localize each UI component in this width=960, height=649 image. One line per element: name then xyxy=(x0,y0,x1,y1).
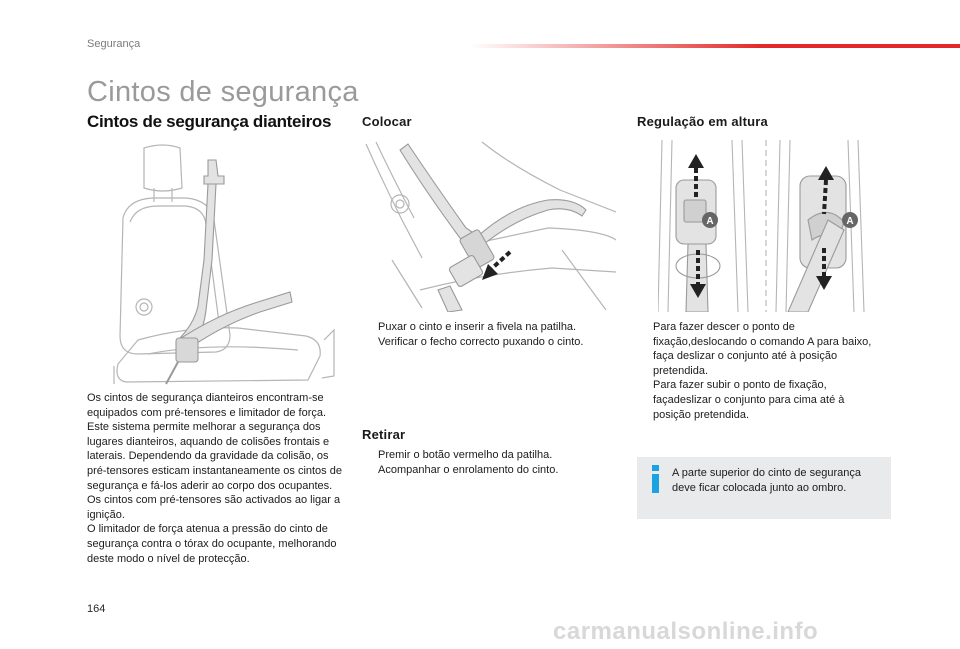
info-icon xyxy=(648,465,662,493)
buckle-illustration-svg xyxy=(362,140,616,312)
list-item: Verificar o fecho correcto puxando o cinto. xyxy=(378,335,584,348)
list-item: Acompanhar o enrolamento do cinto. xyxy=(378,463,559,476)
info-box xyxy=(637,457,891,519)
control-a-label: A xyxy=(846,216,854,227)
front-belts-paragraph: Os cintos de segurança dianteiros encontram-se equipados com pré-tensores e limitador de força. xyxy=(87,392,327,419)
height-adjust-heading: Regulação em altura xyxy=(637,114,768,129)
list-item: Premir o botão vermelho da patilha. xyxy=(378,449,553,461)
page-number: 164 xyxy=(87,603,106,615)
release-heading: Retirar xyxy=(362,427,406,442)
list-item: Para fazer descer o ponto de fixação,deslocando o comando A para baixo, faça deslizar o conjunto até à posição pretendida. xyxy=(653,321,872,377)
release-steps xyxy=(362,448,617,477)
fasten-illustration xyxy=(362,140,616,312)
info-text: A parte superior do cinto de segurança deve ficar colocada junto ao ombro. xyxy=(672,467,861,494)
front-belts-description xyxy=(87,391,345,566)
watermark: carmanualsonline.info xyxy=(553,618,819,645)
height-adjust-svg xyxy=(658,140,866,312)
front-belts-paragraph: Os cintos com pré-tensores são activados ao ligar a ignição. xyxy=(87,494,341,521)
page-title: Cintos de segurança xyxy=(87,76,359,108)
info-icon-svg xyxy=(648,465,662,493)
fasten-heading: Colocar xyxy=(362,114,412,129)
seat-belt-illustration xyxy=(108,140,346,385)
header-red-bar xyxy=(470,44,960,48)
height-adjust-illustration xyxy=(658,140,866,312)
fasten-steps xyxy=(362,320,617,349)
height-adjust-steps xyxy=(637,320,882,422)
list-item: Puxar o cinto e inserir a fivela na patilha. xyxy=(378,321,577,333)
front-belts-paragraph: Este sistema permite melhorar a segurança dos lugares dianteiros, aquando de colisões frontais e laterais. Dependendo da gravidade da colisão, os pré-tensores esticam instantaneamente os cintos de segurança e fá-los aderir ao corpo dos ocupantes. xyxy=(87,421,342,492)
front-belts-paragraph: O limitador de força atenua a pressão do cinto de segurança contra o tórax do ocupante, melhorando deste modo o nível de protecção. xyxy=(87,523,337,565)
section-label: Segurança xyxy=(87,38,141,50)
list-item: Para fazer subir o ponto de fixação, façadeslizar o conjunto para cima até à posição pretendida. xyxy=(653,379,845,421)
control-a-label: A xyxy=(706,216,714,227)
front-belts-heading: Cintos de segurança dianteiros xyxy=(87,112,332,131)
seat-illustration-svg xyxy=(108,140,346,385)
